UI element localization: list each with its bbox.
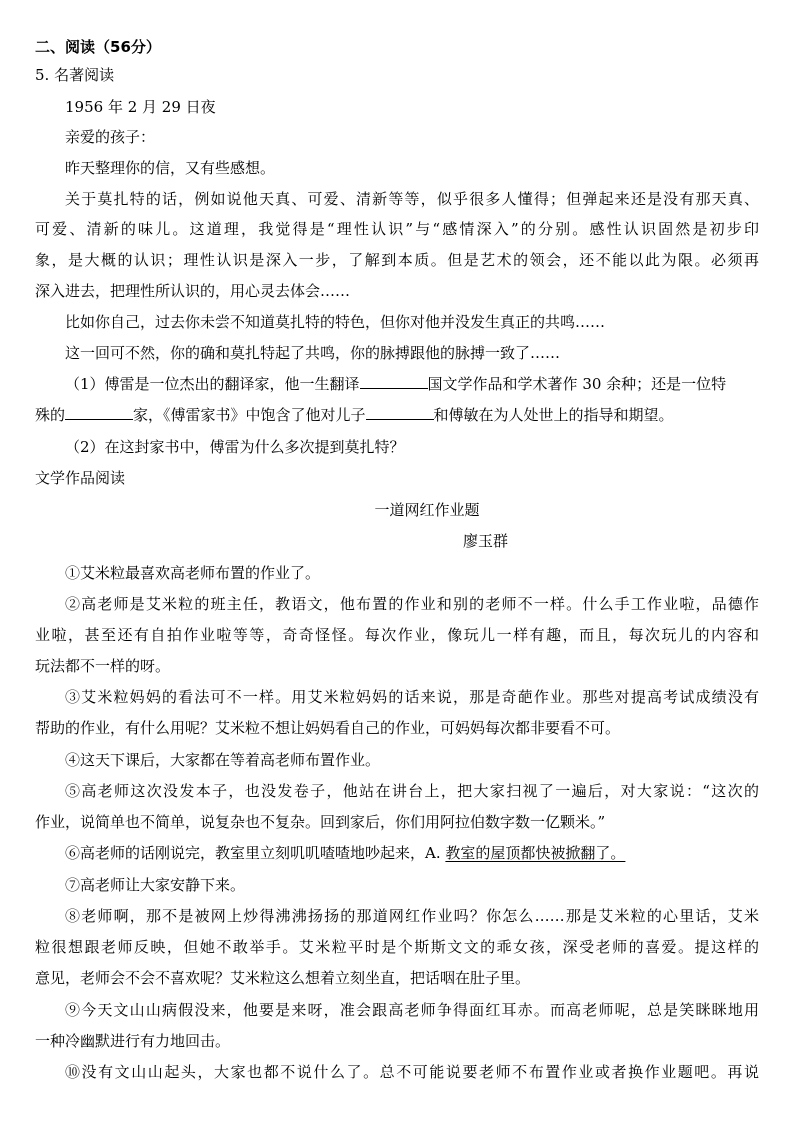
letter-paragraph: 关于莫扎特的话，例如说他天真、可爱、清新等等，似乎很多人懂得；但弹起来还是没有那天真、 xyxy=(65,190,759,208)
answer-blank[interactable] xyxy=(360,374,428,389)
answer-blank[interactable] xyxy=(366,405,434,420)
letter-paragraph: 深入进去，把理性所认识的，用心灵去体会…… xyxy=(35,282,351,300)
article-paragraph: ⑦高老师让大家安静下来。 xyxy=(65,876,246,894)
sub-question-1-text: 国文学作品和学术著作 30 余种；还是一位特 xyxy=(427,375,727,393)
letter-paragraph: 这一回可不然，你的确和莫扎特起了共鸣，你的脉搏跟他的脉搏一致了…… xyxy=(65,344,561,362)
article-paragraph: 粒很想跟老师反映，但她不敢举手。艾米粒平时是个斯斯文文的乖女孩，深受老师的喜爱。提这样的 xyxy=(35,938,759,956)
sub-question-1-text: 家，《傅雷家书》中饱含了他对儿子 xyxy=(133,406,366,424)
section-heading: 二、阅读（56分） xyxy=(35,38,161,56)
article-paragraph: ②高老师是艾米粒的班主任，教语文，他布置的作业和别的老师不一样。什么手工作业啦，品德作 xyxy=(65,595,759,613)
article-paragraph: 玩法都不一样的呀。 xyxy=(35,657,171,675)
literature-heading: 文学作品阅读 xyxy=(35,469,126,487)
article-paragraph xyxy=(65,843,625,863)
letter-paragraph: 昨天整理你的信，又有些感想。 xyxy=(65,159,276,177)
answer-blank[interactable] xyxy=(65,405,133,420)
article-paragraph: 帮助的作业，有什么用呢？艾米粒不想让妈妈看自己的作业，可妈妈每次都非要看不可。 xyxy=(35,719,621,737)
article-paragraph: 一种冷幽默进行有力地回击。 xyxy=(35,1032,231,1050)
question-5-title: 5. 名著阅读 xyxy=(35,66,115,84)
letter-paragraph: 可爱、清新的味儿。这道理，我觉得是“理性认识”与“感情深入”的分别。感性认识固然是初步印 xyxy=(35,220,759,238)
sub-question-2: （2）在这封家书中，傅雷为什么多次提到莫扎特？ xyxy=(65,438,405,456)
article-paragraph: ③艾米粒妈妈的看法可不一样。用艾米粒妈妈的话来说，那是奇葩作业。那些对提高考试成绩没有 xyxy=(65,688,759,706)
sub-question-1-text: 和傅敏在为人处世上的指导和期望。 xyxy=(433,406,674,424)
article-paragraph: ⑨今天文山山病假没来，他要是来呀，准会跟高老师争得面红耳赤。而高老师呢，总是笑眯眯地用 xyxy=(65,1001,759,1019)
article-paragraph: ①艾米粒最喜欢高老师布置的作业了。 xyxy=(65,564,321,582)
letter-greeting: 亲爱的孩子： xyxy=(65,128,156,146)
article-paragraph: ⑤高老师这次没发本子，也没发卷子，他站在讲台上，把大家扫视了一遍后，对大家说：“这次的 xyxy=(65,782,759,800)
sub-question-1-text: （1）傅雷是一位杰出的翻译家，他一生翻译 xyxy=(65,375,360,393)
article-paragraph: 作业，说简单也不简单，说复杂也不复杂。回到家后，你们用阿拉伯数字数一亿颗米。” xyxy=(35,813,606,831)
sub-question-1-text: 殊的 xyxy=(35,406,66,424)
article-title: 一道网红作业题 xyxy=(374,501,480,519)
underlined-sentence-a: 教室的屋顶都快被掀翻了。 xyxy=(445,844,626,862)
article-author: 廖玉群 xyxy=(463,532,509,550)
article-paragraph: 业啦，甚至还有自拍作业啦等等，奇奇怪怪。每次作业，像玩儿一样有趣，而且，每次玩儿的内容和 xyxy=(35,626,759,644)
sub-question-1 xyxy=(65,374,726,394)
article-paragraph: ⑩没有文山山起头，大家也都不说什么了。总不可能说要老师不布置作业或者换作业题吧。再说 xyxy=(65,1063,759,1081)
letter-date: 1956 年 2 月 29 日夜 xyxy=(65,98,216,116)
letter-paragraph: 比如你自己，过去你未尝不知道莫扎特的特色，但你对他并没发生真正的共鸣…… xyxy=(65,313,606,331)
article-paragraph: ④这天下课后，大家都在等着高老师布置作业。 xyxy=(65,751,381,769)
sub-question-1-cont xyxy=(35,405,674,425)
article-paragraph: 意见，老师会不会不喜欢呢？艾米粒这么想着立刻坐直，把话咽在肚子里。 xyxy=(35,969,531,987)
article-paragraph-text: ⑥高老师的话刚说完，教室里立刻叽叽喳喳地吵起来，A. xyxy=(65,844,441,862)
letter-paragraph: 象，是大概的认识；理性认识是深入一步，了解到本质。但是艺术的领会，还不能以此为限。必须再 xyxy=(35,251,759,269)
article-paragraph: ⑧老师啊，那不是被网上炒得沸沸扬扬的那道网红作业吗？你怎么……那是艾米粒的心里话，艾米 xyxy=(65,907,759,925)
